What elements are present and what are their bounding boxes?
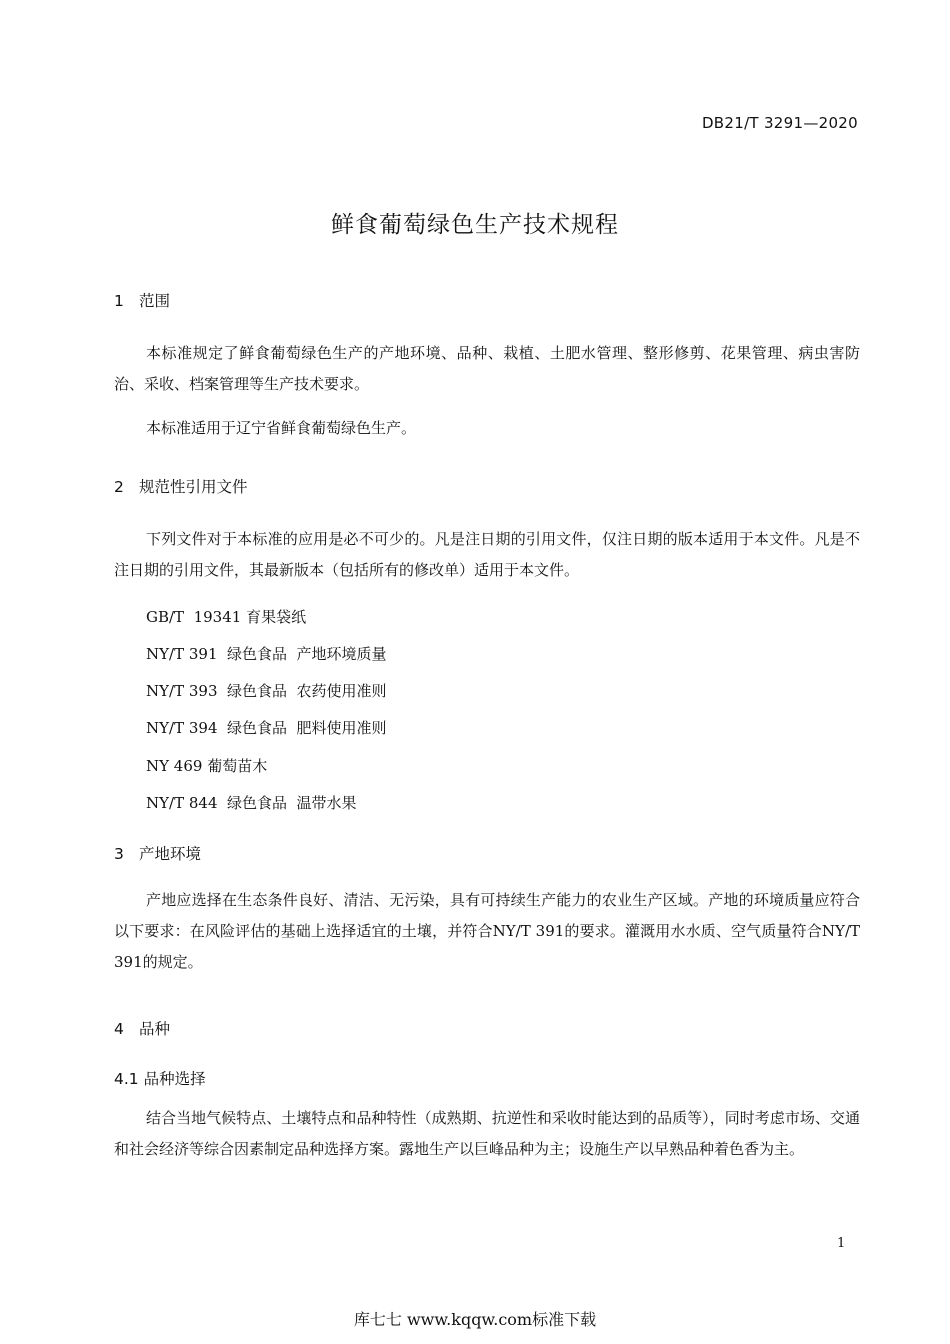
section-number: 4 [114,1020,124,1038]
reference-item: NY/T 394 绿色食品 肥料使用准则 [146,719,387,737]
page-number: 1 [837,1236,846,1251]
section-2-heading [114,475,248,497]
section-title: 产地环境 [139,845,202,863]
section-title: 品种 [139,1020,171,1038]
section-1-heading [114,289,170,311]
section-title: 范围 [139,292,171,310]
reference-item: NY/T 844 绿色食品 温带水果 [146,794,357,812]
subsection-title: 品种选择 [143,1070,206,1088]
section-4-heading [114,1017,170,1039]
section-number: 2 [114,478,124,496]
section-2-paragraph-1: 下列文件对于本标准的应用是必不可少的。凡是注日期的引用文件，仅注日期的版本适用于本文件。凡是不注日期的引用文件，其最新版本（包括所有的修改单）适用于本文件。 [114,530,860,579]
section-3-heading [114,842,201,864]
reference-item: NY/T 391 绿色食品 产地环境质量 [146,645,387,663]
section-title: 规范性引用文件 [139,478,248,496]
section-1-paragraph-1: 本标准规定了鲜食葡萄绿色生产的产地环境、品种、栽植、土肥水管理、整形修剪、花果管理、病虫害防治、采收、档案管理等生产技术要求。 [114,344,860,393]
footer-watermark: 库七七 www.kqqw.com标准下载 [353,1310,597,1329]
section-number: 3 [114,845,124,863]
standard-code: DB21/T 3291—2020 [701,114,858,132]
section-1-paragraph-2: 本标准适用于辽宁省鲜食葡萄绿色生产。 [146,419,417,437]
document-title: 鲜食葡萄绿色生产技术规程 [331,212,619,238]
subsection-number: 4.1 [114,1070,139,1088]
subsection-4-1-paragraph-1: 结合当地气候特点、土壤特点和品种特性（成熟期、抗逆性和采收时能达到的品质等），同时考虑市场、交通和社会经济等综合因素制定品种选择方案。露地生产以巨峰品种为主；设施生产以早熟品种着色香为主。 [114,1109,860,1158]
subsection-4-1-heading [114,1067,206,1089]
reference-item: GB/T 19341 育果袋纸 [146,608,307,626]
reference-item: NY 469 葡萄苗木 [146,757,268,775]
section-3-paragraph-1: 产地应选择在生态条件良好、清洁、无污染，具有可持续生产能力的农业生产区域。产地的环境质量应符合以下要求：在风险评估的基础上选择适宜的土壤，并符合NY/T 391的要求。灌溉用水水质、空气质量符合NY/T 391的规定。 [114,891,860,971]
reference-item: NY/T 393 绿色食品 农药使用准则 [146,682,387,700]
section-number: 1 [114,292,124,310]
